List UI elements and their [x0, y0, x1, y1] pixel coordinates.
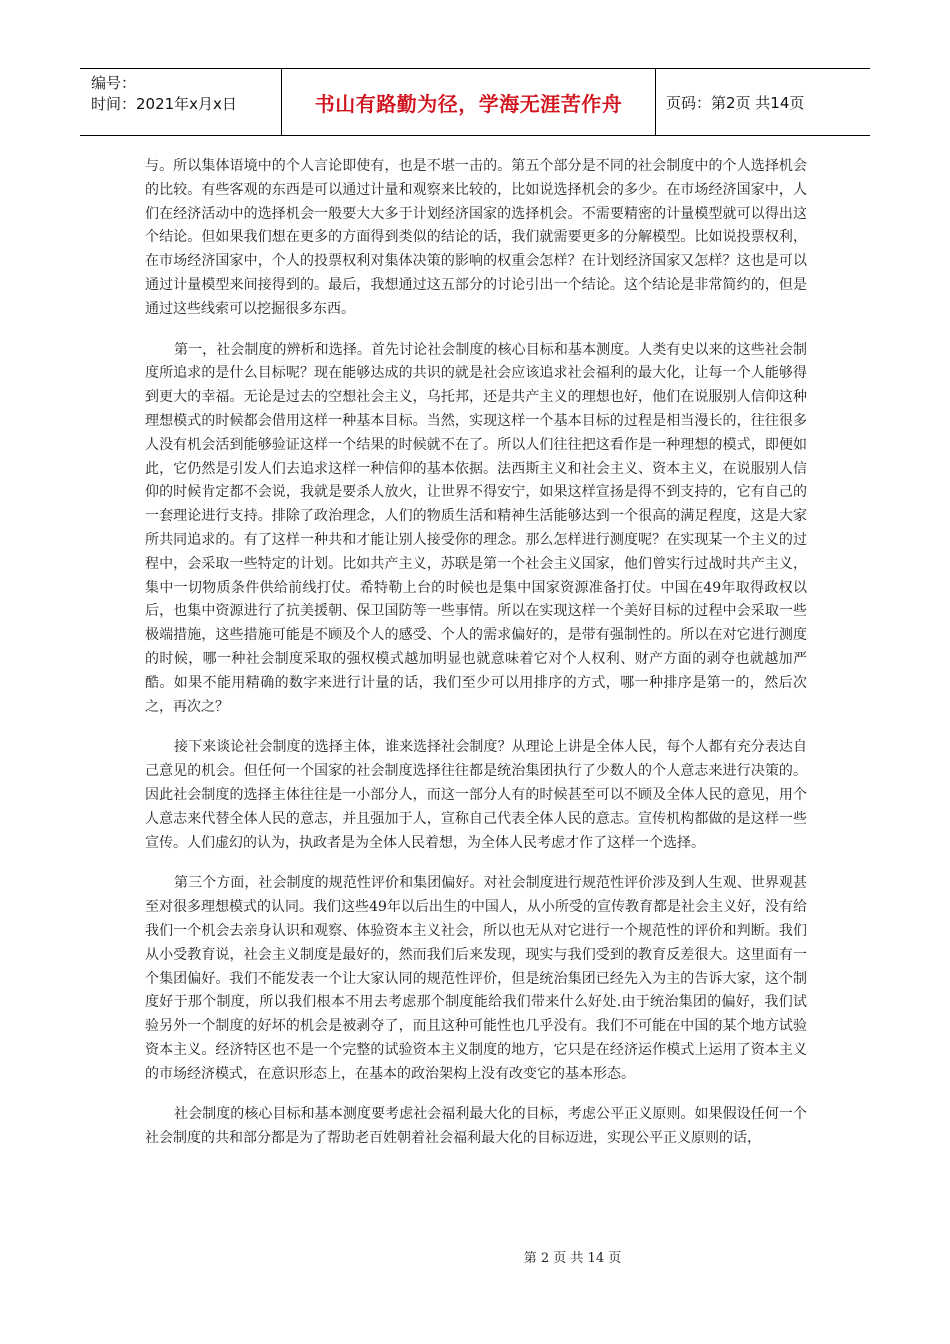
header-meta — [80, 69, 282, 135]
date-label: 时间：2021年x月x日 — [91, 95, 237, 113]
number-label: 编号： — [91, 74, 137, 92]
footer-page-label: 第 2 页 共 14 页 — [523, 1251, 622, 1266]
paragraph-4: 第三个方面，社会制度的规范性评价和集团偏好。对社会制度进行规范性评价涉及到人生观、世界观甚至对很多理想模式的认同。我们这些49年以后出生的中国人，从小所受的宣传教育都是社会主义好，没有给我们一个机会去亲身认识和观察、体验资本主义社会，所以也无从对它进行一个规范性的评价和判断。我们从小受教育说，社会主义制度是最好的，然而我们后来发现，现实与我们受到的教育反差很大。这里面有一个集团偏好。我们不能发表一个让大家认同的规范性评价，但是统治集团已经先入为主的告诉大家，这个制度好于那个制度，所以我们根本不用去考虑那个制度能给我们带来什么好处.由于统治集团的偏好，我们试验另外一个制度的好坏的机会是被剥夺了，而且这种可能性也几乎没有。我们不可能在中国的某个地方试验资本主义。经济特区也不是一个完整的试验资本主义制度的地方，它只是在经济运作模式上运用了资本主义的市场经济模式，在意识形态上，在基本的政治架构上没有改变它的基本形态。 — [145, 875, 807, 1082]
paragraph-1: 与。所以集体语境中的个人言论即使有，也是不堪一击的。第五个部分是不同的社会制度中的个人选择机会的比较。有些客观的东西是可以通过计量和观察来比较的，比如说选择机会的多少。在市场经济国家中，人们在经济活动中的选择机会一般要大大多于计划经济国家的选择机会。不需要精密的计量模型就可以得出这个结论。但如果我们想在更多的方面得到类似的结论的话，我们就需要更多的分解模型。比如说投票权利，在市场经济国家中，个人的投票权利对集体决策的影响的权重会怎样？在计划经济国家又怎样？这也是可以通过计量模型来间接得到的。最后，我想通过这五部分的讨论引出一个结论。这个结论是非常简约的，但是通过这些线索可以挖掘很多东西。 — [145, 158, 807, 317]
paragraph-5: 社会制度的核心目标和基本测度要考虑社会福利最大化的目标，考虑公平正义原则。如果假设任何一个社会制度的共和部分都是为了帮助老百姓朝着社会福利最大化的目标迈进，实现公平正义原则的话， — [145, 1106, 807, 1147]
header-page-info: 页码：第2页 共14页 — [666, 93, 805, 112]
header-motto: 书山有路勤为径，学海无涯苦作舟 — [282, 69, 656, 135]
paragraph-3: 接下来谈论社会制度的选择主体，谁来选择社会制度？从理论上讲是全体人民，每个人都有充分表达自己意见的机会。但任何一个国家的社会制度选择往往都是统治集团执行了少数人的个人意志来进行决策的。因此社会制度的选择主体往往是一小部分人，而这一部分人有的时候甚至可以不顾及全体人民的意见，用个人意志来代替全体人民的意志，并且强加于人，宣称自己代表全体人民的意志。宣传机构都做的是这样一些宣传。人们虚幻的认为，执政者是为全体人民着想，为全体人民考虑才作了这样一个选择。 — [145, 739, 807, 851]
paragraph-2: 第一，社会制度的辨析和选择。首先讨论社会制度的核心目标和基本测度。人类有史以来的这些社会制度所追求的是什么目标呢？现在能够达成的共识的就是社会应该追求社会福利的最大化，让每一个人能够得到更大的幸福。无论是过去的空想社会主义，乌托邦，还是共产主义的理想也好，他们在说服别人信仰这种理想模式的时候都会借用这样一种基本目标。当然，实现这样一个基本目标的过程是相当漫长的，往往很多人没有机会活到能够验证这样一个结果的时候就不在了。所以人们往往把这看作是一种理想的模式，即便如此，它仍然是引发人们去追求这样一种信仰的基本依据。法西斯主义和社会主义、资本主义，在说服别人信仰的时候肯定都不会说，我就是要杀人放火，让世界不得安宁，如果这样宣扬是得不到支持的，它有自己的一套理论进行支持。排除了政治理念，人们的物质生活和精神生活能够达到一个很高的满足程度，这是大家所共同追求的。有了这样一种共和才能让别人接受你的理念。那么怎样进行测度呢？在实现某一个主义的过程中，会采取一些特定的计划。比如共产主义，苏联是第一个社会主义国家，他们曾实行过战时共产主义，集中一切物质条件供给前线打仗。希特勒上台的时候也是集中国家资源准备打仗。中国在49年取得政权以后，也集中资源进行了抗美援朝、保卫国防等一些事情。所以在实现这样一个美好目标的过程中会采取一些极端措施，这些措施可能是不顾及个人的感受、个人的需求偏好的，是带有强制性的。所以在对它进行测度的时候，哪一种社会制度采取的强权模式越加明显也就意味着它对个人权利、财产方面的剥夺也就越加严酷。如果不能用精确的数字来进行计量的话，我们至少可以用排序的方式，哪一种排序是第一的，然后次之，再次之？ — [145, 341, 807, 715]
page-footer — [0, 1247, 950, 1266]
document-body — [145, 155, 807, 1168]
document-header — [80, 68, 870, 136]
